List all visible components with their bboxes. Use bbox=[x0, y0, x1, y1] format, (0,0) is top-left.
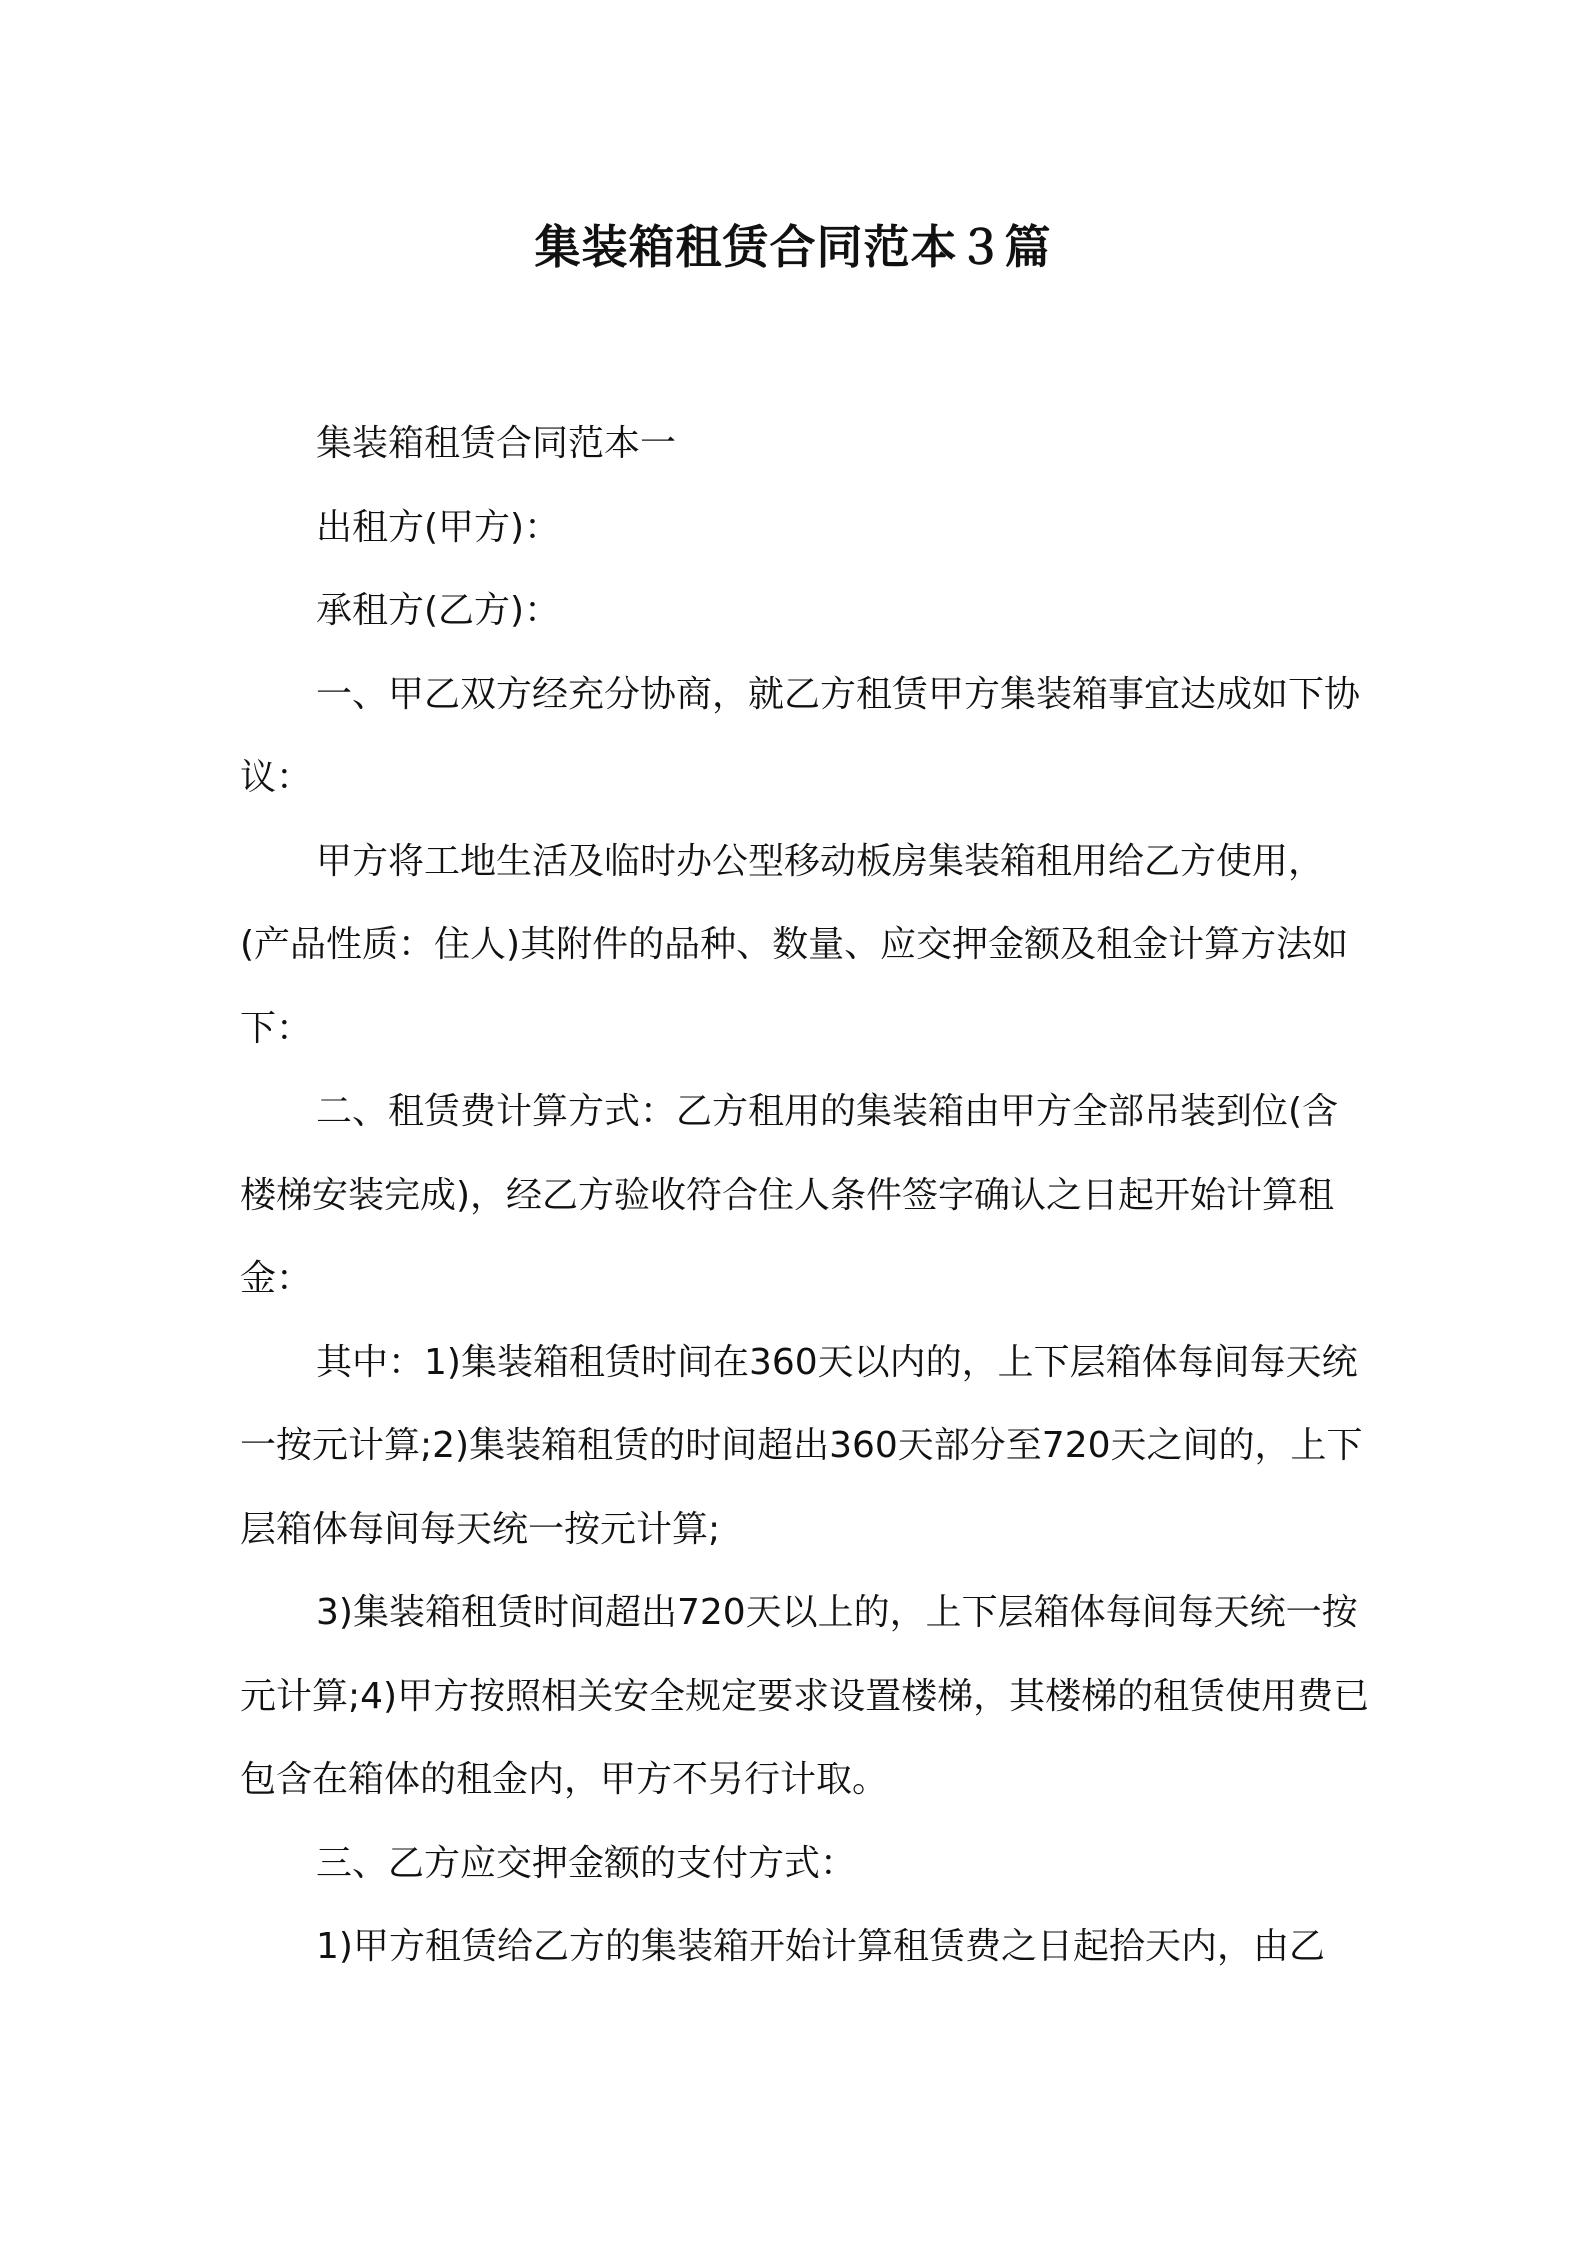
document-body bbox=[240, 402, 1370, 1989]
paragraph: 承租方(乙方)： bbox=[316, 590, 561, 631]
document-title: 集装箱租赁合同范本３篇 bbox=[534, 220, 1052, 274]
paragraph: 一、甲乙双方经充分协商，就乙方租赁甲方集装箱事宜达成如下协议： bbox=[240, 673, 1361, 798]
paragraph: 出租方(甲方)： bbox=[316, 506, 561, 548]
paragraph: 二、租赁费计算方式：乙方租用的集装箱由甲方全部吊装到位(含楼梯安装完成)，经乙方验收符合住人条件签字确认之日起开始计算租金： bbox=[240, 1091, 1339, 1299]
paragraph: 集装箱租赁合同范本一 bbox=[316, 423, 677, 464]
paragraph: 甲方将工地生活及临时办公型移动板房集装箱租用给乙方使用，(产品性质：住人)其附件的品种、数量、应交押金额及租金计算方法如下： bbox=[240, 840, 1349, 1049]
paragraph: 其中：1)集装箱租赁时间在360天以内的，上下层箱体每间每天统一按元计算;2)集装箱租赁的时间超出360天部分至720天之间的，上下层箱体每间每天统一按元计算; bbox=[240, 1341, 1363, 1550]
paragraph: 三、乙方应交押金额的支付方式： bbox=[316, 1842, 857, 1884]
paragraph: 3)集装箱租赁时间超出720天以上的，上下层箱体每间每天统一按元计算;4)甲方按照相关安全规定要求设置楼梯，其楼梯的租赁使用费已包含在箱体的租金内，甲方不另行计取。 bbox=[240, 1592, 1370, 1800]
paragraph: 1)甲方租赁给乙方的集装箱开始计算租赁费之日起拾天内，由乙 bbox=[316, 1926, 1325, 1967]
